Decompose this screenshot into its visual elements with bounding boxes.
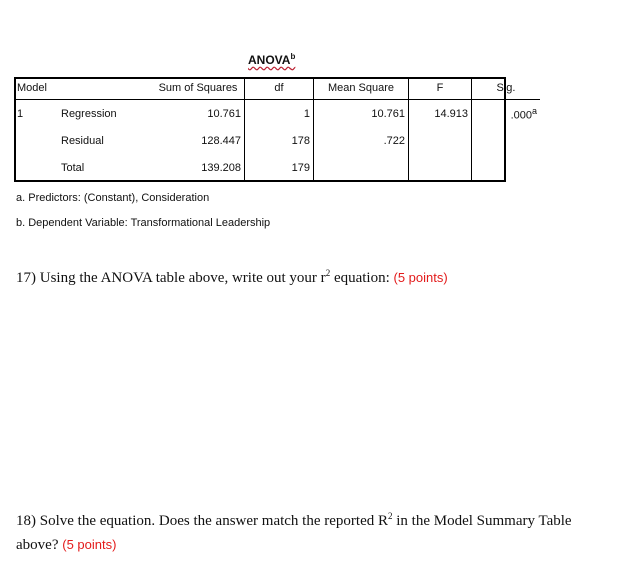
cell-mean-square: .722: [314, 127, 409, 154]
cell-sum-of-squares: 128.447: [152, 127, 245, 154]
row-label: Total: [61, 161, 85, 174]
header-row-label: [58, 77, 152, 100]
table-row-residual: [14, 127, 540, 154]
anova-header-row: [14, 77, 540, 100]
cell-f: [409, 154, 472, 181]
anova-title: ANOVA$^b$: [248, 52, 296, 67]
table-row-regression: [14, 100, 540, 128]
model-number: 1: [17, 107, 24, 120]
points-label: (5 points): [62, 537, 117, 552]
cell-df: 179: [245, 154, 314, 181]
points-label: (5 points): [393, 270, 448, 285]
header-f: F: [409, 77, 472, 100]
question-17: 17) Using the ANOVA table above, write out your $r^2$ equation: (5 points): [16, 268, 448, 286]
question-18-line-2: above? (5 points): [16, 537, 117, 553]
row-label: Residual: [61, 134, 104, 147]
cell-f: [409, 127, 472, 154]
header-sum-of-squares: Sum of Squares: [152, 77, 245, 100]
question-18: 18) Solve the equation. Does the answer match the reported $R^2$ in the Model Summary Table: [16, 511, 572, 529]
anova-table: [14, 77, 540, 181]
header-df: df: [245, 77, 314, 100]
header-sig: Sig.: [472, 77, 541, 100]
anova-title-footnote-marker: b: [290, 52, 296, 61]
cell-sum-of-squares: 139.208: [152, 154, 245, 181]
cell-mean-square: [314, 154, 409, 181]
header-model: Model: [14, 77, 58, 100]
table-row-total: [14, 154, 540, 181]
footnote-dependent-variable: b. Dependent Variable: Transformational Leadership: [16, 217, 271, 229]
header-mean-square: Mean Square: [314, 77, 409, 100]
cell-sig: [472, 127, 541, 154]
cell-sig: .000$^a$: [510, 105, 537, 122]
cell-sum-of-squares: 10.761: [152, 100, 245, 128]
sig-footnote-marker: a: [531, 105, 537, 116]
cell-df: 1: [245, 100, 314, 128]
footnote-predictors: a. Predictors: (Constant), Consideration: [16, 192, 210, 204]
row-label: Regression: [61, 107, 117, 120]
cell-f: 14.913: [409, 100, 472, 128]
cell-mean-square: 10.761: [314, 100, 409, 128]
cell-df: 178: [245, 127, 314, 154]
cell-sig: [472, 154, 541, 181]
